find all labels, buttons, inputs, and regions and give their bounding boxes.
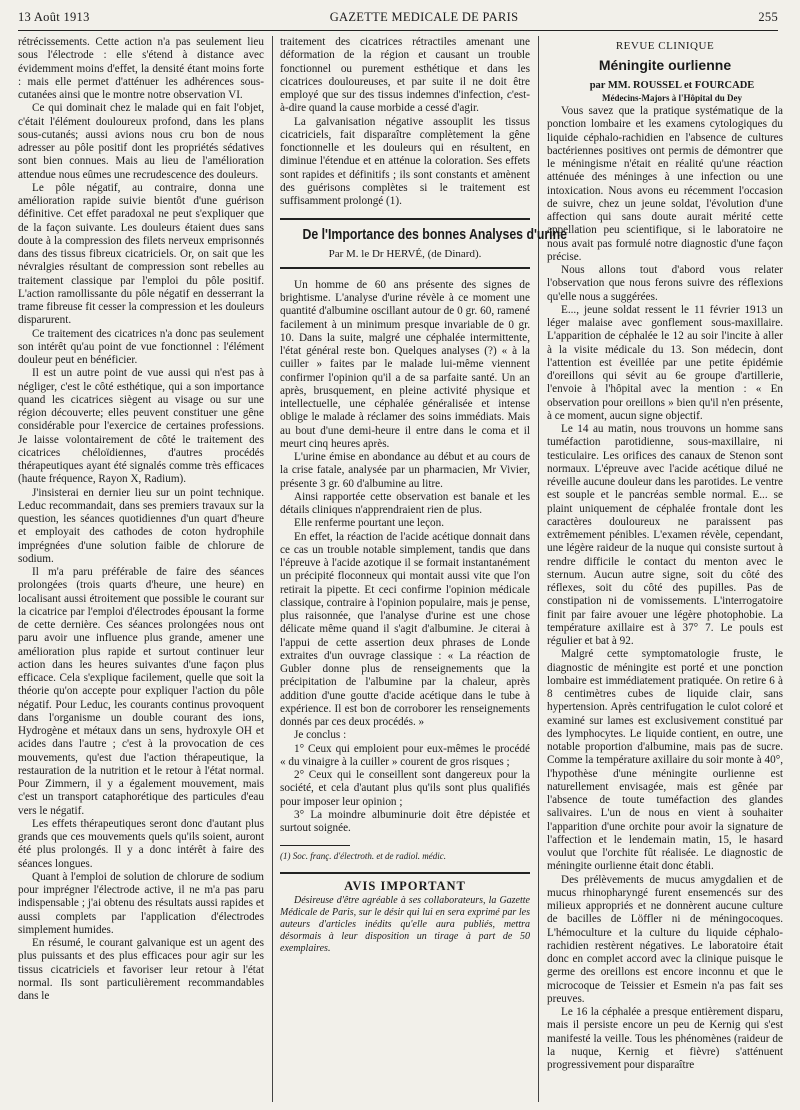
page-number: 255	[758, 9, 778, 24]
paragraph: Il m'a paru préférable de faire des séances prolongées (trois quarts d'heure, une heure) en localisant aussi étroitement que possible le courant sur la cicatrice par l'emploi d'électrodes épousant la forme de cette dernière. Ces séances prolongées nous ont paru avoir une influence plus grande, amener une amélioration plus rapide et surtout continuer leur action dans les heures suivantes d'une façon plus efficace. Cela s'explique facilement, quelle que soit la théorie qu'on accepte pour expliquer l'action du pôle négatif. Pour Leduc, les courants continus provoquent dans l'organisme un double courant des ions, Hydrogène et métaux dans un sens, hydroxyle OH et acides dans l'autre ; c'est à la provocation de ces mouvements, qu'est due l'action thérapeutique, la restauration de la nutrition et le retour à l'état normal. Pour Zimmern, il y a également mouvement, mais c'est un transport cataphorétique des particules d'eau vers le négatif.	[18, 566, 264, 817]
column-2	[280, 36, 567, 1102]
paragraph: La galvanisation négative assouplit les tissus cicatriciels, fait disparaître complètement la gêne fonctionnelle et les douleurs qui en résultent, en diminue l'étendue et en atténue la coloration. Ses effets sont rapides et définitifs ; ils sont constants et amènent des guérisons complètes si le traitement est suffisamment prolongé (1).	[280, 115, 530, 207]
article-title: De l'Importance des bonnes Analyses d'urine	[302, 226, 567, 244]
paragraph: Quant à l'emploi de solution de chlorure de sodium pour imprégner l'électrode active, il ne m'a pas paru indispensable ; j'ai obtenu des résultats aussi rapides et aussi complets par l'application d'électrodes simplement humides.	[18, 870, 264, 936]
footnote: (1) Soc. franç. d'électroth. et de radiol. médic.	[280, 851, 447, 862]
column-1	[18, 36, 264, 1102]
paragraph: 3° La moindre albuminurie doit être dépistée et surtout soignée.	[280, 808, 530, 834]
paragraph: Il est un autre point de vue aussi qui n'est pas à négliger, c'est le côté esthétique, qui a son importance quand les cicatrices siègent au visage ou sur une région découverte; elles peuvent constituer une gêne considérable pour l'exercice de certaines professions. Je laisse volontairement de côté le traitement des cicatrices chéloïdiennes, d'autres procédés thérapeutiques ayant été signalés comme très efficaces (haute fréquence, Rayon X, Radium).	[18, 367, 264, 486]
article-authors: par MM. ROUSSEL et FOURCADE	[589, 79, 755, 91]
paragraph: Le 16 la céphalée a presque entièrement disparu, mais il persiste encore un peu de Kernig qui s'est manifesté la veille. Tous les phénomènes (raideur de la nuque, Kernig et fièvre) s'atténuent progressivement pour disparaître	[547, 1006, 783, 1071]
paragraph: L'urine émise en abondance au début et au cours de la crise fatale, analysée par un pharmacien, Mr Vivier, présente 3 gr. 60 d'albumine au litre.	[280, 451, 530, 490]
paragraph: 1° Ceux qui emploient pour eux-mêmes le procédé « du vinaigre à la cuiller » courent de gros risques ;	[280, 742, 530, 768]
article-authors-affiliation: Médecins-Majors à l'Hôpital du Dey	[602, 92, 742, 103]
section-label: REVUE CLINIQUE	[615, 40, 715, 52]
column-divider	[272, 36, 273, 1102]
paragraph: En résumé, le courant galvanique est un agent des plus puissants et des plus efficaces pour agir sur les tissus cicatriciels et favoriser leur retour à l'état normal. Ils sont particulièrement recommandables dans le	[18, 937, 264, 1002]
paragraph: Elle renferme pourtant une leçon.	[294, 517, 445, 530]
paragraph: Vous savez que la pratique systématique de la ponction lombaire et les examens cytologiques du liquide céphalo-rachidien en l'absence de cultures bactériennes positives ont permis de démontrer que le méningisme n'était en réalité qu'une réaction atténuée des méninges à une infection ou une intoxication. Nous avons eu récemment l'occasion de suivre, chez un jeune soldat, l'évolution d'une affection qui sans doute aurait mérité cette appellation peu scientifique, si le laboratoire ne nous avait pas formulé notre diagnostic d'une façon précise.	[547, 105, 783, 263]
article-byline: Par M. le Dr HERVÉ, (de Dinard).	[328, 247, 482, 260]
footnote-rule	[280, 845, 350, 846]
column-divider	[538, 36, 539, 1102]
paragraph: Un homme de 60 ans présente des signes de brightisme. L'analyse d'urine révèle à ce moment une quantité d'albumine oscillant autour de 0 gr. 60, ramené facilement à un minimum presque invariable de 0 gr. 10. Dans la suite, malgré une céphalée intermittente, l'état général reste bon. Quelques analyses (?) « à la cuiller » faites par le malade lui-même viennent confirmer l'opinion qu'il a de sa parfaite santé. Un an après, brusquement, en pleine activité physique et intellectuelle, une céphalée généralisée et intense oblige le malade à réclamer des soins immédiats. Mais au bout d'une demi-heure il entre dans le coma et il meurt cinq heures après.	[280, 278, 530, 450]
paragraph: Les effets thérapeutiques seront donc d'autant plus grands que ces mouvements quels qu'ils soient, auront été plus prolongés. Il y a donc intérêt à faire des séances longues.	[18, 817, 264, 870]
article-title: Méningite ourlienne	[598, 57, 732, 74]
paragraph: Ce traitement des cicatrices n'a donc pas seulement son intérêt qu'au point de vue fonctionnel : l'élément douleur peut en bénéficier.	[18, 327, 264, 366]
paragraph: rétrécissements. Cette action n'a pas seulement lieu sous l'électrode : elle s'étend à distance avec évidemment moins d'effet, la densité étant moins forte : mais elle permet d'atténuer les adhérences sous-cutanées ainsi que le montre notre observation VI.	[18, 36, 264, 101]
paragraph: Le pôle négatif, au contraire, donna une amélioration rapide suivie bientôt d'une guérison définitive. Cet effet paradoxal ne peut s'expliquer que de la façon suivante. Les douleurs étaient dues sans doute à la compression des filets nerveux emprisonnés dans des tissus fibreux cicatriciels. Or, on sait que les névralgies résultant de compression sont rebelles au traitement classique par l'emploi du pôle positif. L'action ramollissante du pôle négatif en desserrant la trame fibreuse fit cesser la compression et les douleurs disparurent.	[18, 181, 264, 327]
column-3	[547, 36, 783, 1102]
paragraph: Nous allons tout d'abord vous relater l'observation que nous ferons suivre des réflexions qu'elle nous a suggérées.	[547, 264, 783, 303]
paragraph: Des prélèvements de mucus amygdalien et de mucus rhinopharyngé furent ensemencés sur des milieux appropriés et ne donnèrent aucune culture de bacilles de Löffler ni de méningocoques. L'hémoculture et la culture du liquide céphalo-rachidien restèrent négatives. Le laboratoire était donc en complet accord avec la clinique puisque le germe des oreillons est encore inconnu et que le microcoque de Teissier et Esmein n'a pas fait ses preuves.	[547, 873, 783, 1005]
paragraph: Je conclus :	[294, 729, 347, 742]
paragraph: E..., jeune soldat ressent le 11 février 1913 un léger malaise avec gonflement sous-maxillaire. L'apparition de céphalée le 12 au soir l'incite à aller à la visite médicale du 13. Son médecin, dont l'attention est éveillée par une petite épidémie d'oreillons qui sévit au 6e groupe d'artillerie, l'envoie à l'hôpital avec la mention : « En observation pour oreillons » bien qu'il n'en présente, à ce moment, aucun signe objectif.	[547, 303, 783, 422]
paragraph: traitement des cicatrices rétractiles amenant une déformation de la région et causant un trouble fonctionnel ou purement esthétique et dans les cicatrices douloureuses, et par suite il ne doit être employé que sur des tissus indemnes d'infection, c'est-à-dire quand la cause morbide a cessé d'agir.	[280, 36, 530, 115]
paragraph: Ainsi rapportée cette observation est banale et les détails cliniques n'apprendraient rien de plus.	[280, 490, 530, 516]
paragraph: Malgré cette symptomatologie fruste, le diagnostic de méningite est porté et une ponction lombaire est immédiatement pratiquée. On retire 6 à 8 centimètres cubes de liquide clair, sans hypertension. Après centrifugation le culot coloré et examiné sur lames est exclusivement constitué par des lymphocytes. Le liquide contient, en outre, une notable proportion d'albumine, mais pas de sucre. Comme la température axillaire du soir monte à 40°, l'hypothèse d'une méningite ourlienne est naturellement envisagée, mais est gênée par l'absence de toute tuméfaction des glandes salivaires. L'un de nous en vient à souhaiter l'apparition d'une orchite pour avoir la signature de l'affection et le lendemain matin, 15, le hasard voulut que l'orchite fût réalisée. Le diagnostic de méningite ourlienne était donc établi.	[547, 648, 783, 873]
notice-title: AVIS IMPORTANT	[344, 878, 466, 893]
paragraph: Ce qui dominait chez le malade qui en fait l'objet, c'était l'élément douloureux profond, dans les plans sous-cutanés; aussi avions nous cru bon de nous adresser au pôle positif dont les propriétés sédatives sont bien connues. Mais au lieu de l'amélioration attendue nous eûmes une recrudescence des douleurs.	[18, 102, 264, 181]
page-header	[18, 4, 778, 30]
notice-text: Désireuse d'être agréable à ses collaborateurs, la Gazette Médicale de Paris, sur le désir qui lui en sera exprimé par les auteurs d'articles inédits qu'elle aura publiés, mettra désormais à leur disposition un tirage à part de 50 exemplaires.	[280, 894, 530, 954]
notice-box	[280, 872, 530, 955]
header-rule	[18, 30, 778, 31]
paragraph: En effet, la réaction de l'acide acétique donnait dans ce cas un trouble notable simplement, tandis que dans l'épreuve à l'acide azotique il se formait instantanément un précipité floconneux qui montait aussi vite que l'on retirait la pipette. Et ceci confirme l'opinion médicale classique, contraire à l'opinion populaire, mais je pense, plus raisonnée, que l'analyse d'urine est une chose délicate même quand il s'agit d'albumine. Je citerai à l'appui de cette assertion deux phrases de Londe extraites d'un ouvrage classique : « La réaction de Gubler donne plus de renseignements que la précipitation de l'albumine par la chaleur, après addition d'une goutte d'acide acétique dans le tube à expérience. Il est bon de corroborer les renseignements donnés par ces deux procédés. »	[280, 530, 530, 728]
issue-date: 13 Août 1913	[18, 9, 90, 24]
article-title-box	[280, 218, 567, 269]
paragraph: J'insisterai en dernier lieu sur un point technique. Leduc recommandait, dans ses premiers travaux sur la question, les séances quotidiennes d'un quart d'heure et employait des cathodes de coton hydrophile imprégnées d'une solution faible de chlorure de sodium.	[18, 486, 264, 565]
paragraph: Le 14 au matin, nous trouvons un homme sans tuméfaction parotidienne, sous-maxillaire, ni testiculaire. Les orifices des canaux de Stenon sont normaux. L'épreuve avec l'acide acétique dilué ne réveille aucune douleur dans les parotides. Le ventre est souple et le pancréas semble normal. E... se plaint uniquement de céphalée frontale dont les caractères douloureux ne paraissent pas extrêmement pénibles. L'examen révèle, cependant, une légère raideur de la nuque qui consiste surtout à rendre difficile le contact du menton avec le sternum. Aucun autre signe, soit du côté des réflexes, soit du côté des pupilles. Pas de constipation ni de vomissements. L'interrogatoire finit par faire avouer une légère photophobie. La température axillaire est à 37° 7. Le pouls est régulier et bat à 92.	[547, 423, 783, 647]
paragraph: 2° Ceux qui le conseillent sont dangereux pour la société, et cela d'autant plus qu'ils sont plus qualifiés pour imposer leur opinion ;	[280, 769, 530, 808]
journal-title: GAZETTE MEDICALE DE PARIS	[329, 9, 519, 24]
